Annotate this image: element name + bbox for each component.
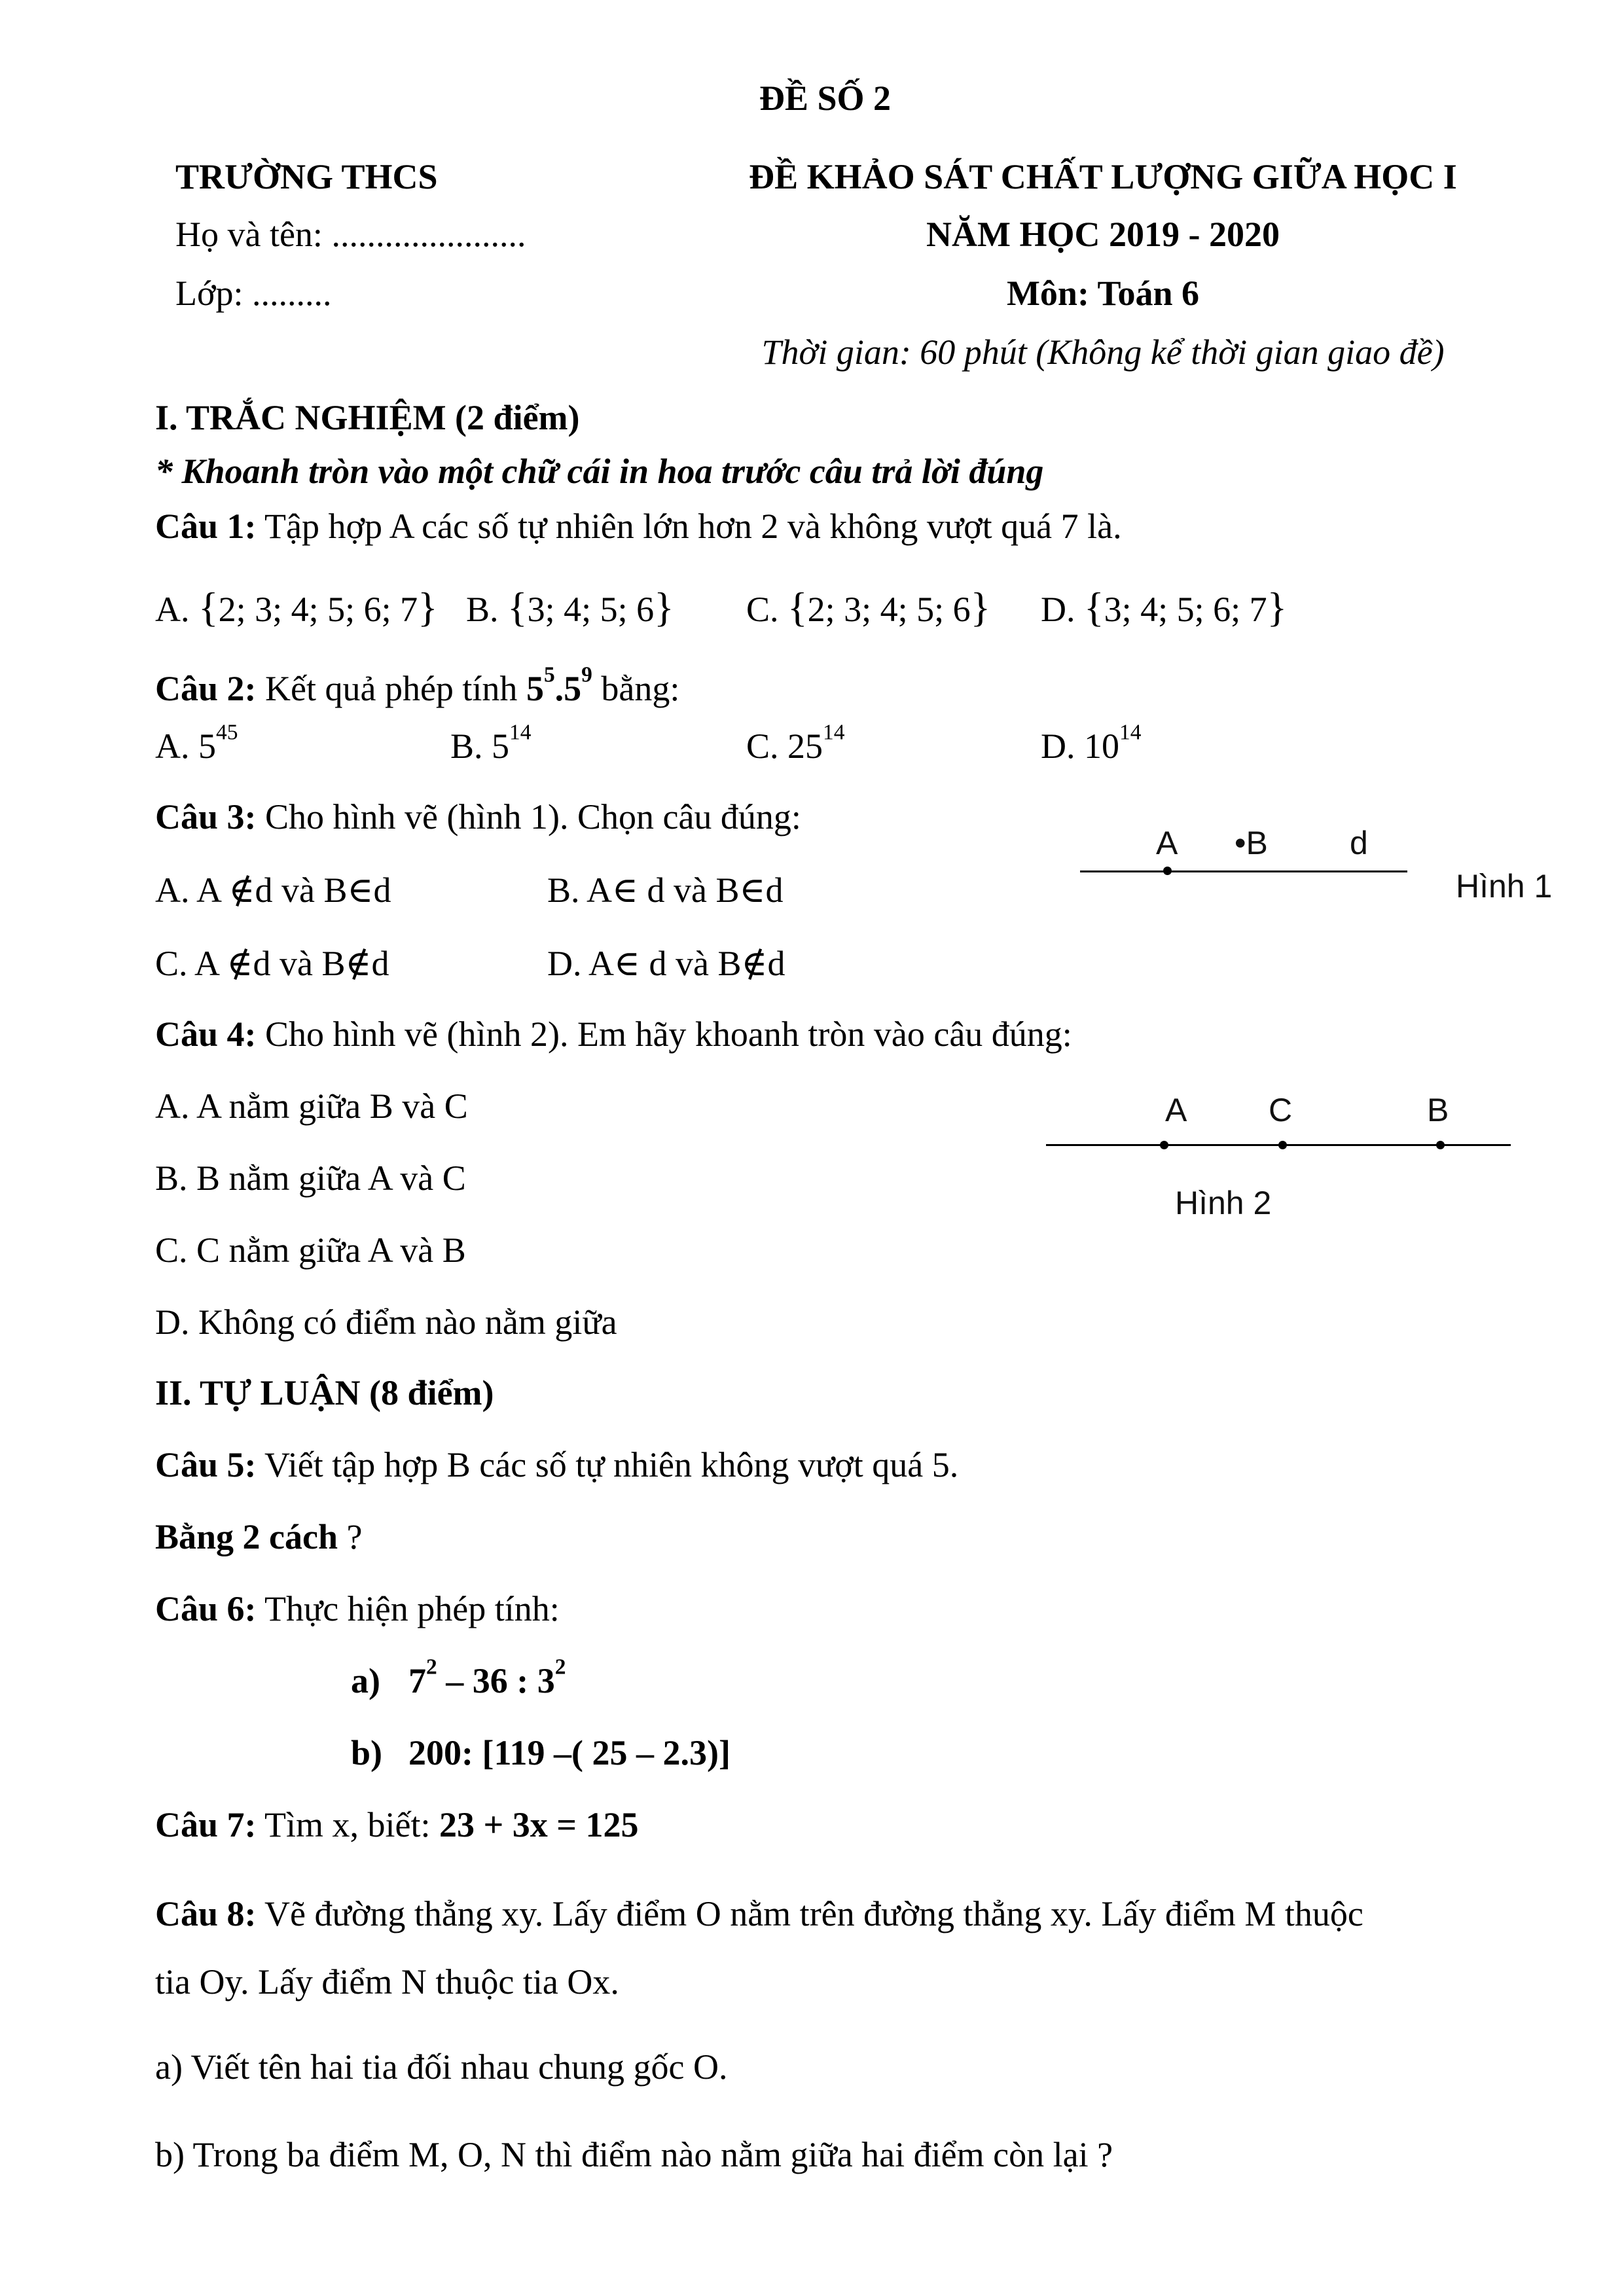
q1-option-c-set: 2; 3; 4; 5; 6 xyxy=(807,590,971,629)
figure2-label-b: B xyxy=(1427,1092,1449,1128)
q2-expression: $5^5.5^9$ xyxy=(526,662,592,708)
q6-part-b-label: b) xyxy=(351,1733,383,1772)
figure1-label-a: A xyxy=(1156,825,1178,861)
q3-option-d: D. A∈ d và B∉d xyxy=(547,944,785,983)
figure1-label-b: •B xyxy=(1235,825,1268,861)
q2-option-b: B. $5^{14}$ xyxy=(450,720,532,766)
question-2 xyxy=(155,662,680,710)
question-5-label: Câu 5: xyxy=(155,1445,257,1484)
q1-option-b: B. {3; 4; 5; 6} xyxy=(466,584,674,630)
figure2-point-a-dot xyxy=(1160,1141,1168,1149)
q1-option-d: D. {3; 4; 5; 6; 7} xyxy=(1041,584,1288,630)
section1-heading: I. TRẮC NGHIỆM (2 điểm) xyxy=(155,398,580,437)
question-8-part-a: a) Viết tên hai tia đối nhau chung gốc O. xyxy=(155,2047,728,2087)
question-2-text: Kết quả phép tính xyxy=(256,669,526,708)
subject: Môn: Toán 6 xyxy=(1006,274,1200,313)
figure1-point-a-dot xyxy=(1163,867,1172,875)
question-1-text: Tập hợp A các số tự nhiên lớn hơn 2 và không vượt quá 7 là. xyxy=(256,507,1122,546)
figure1-caption: Hình 1 xyxy=(1456,868,1553,905)
q1-option-b-set: 3; 4; 5; 6 xyxy=(527,590,655,629)
question-8-line2: tia Oy. Lấy điểm N thuộc tia Ox. xyxy=(155,1962,619,2001)
q1-option-d-letter: D. xyxy=(1041,590,1084,629)
question-4 xyxy=(155,1013,1072,1056)
q1-option-c: C. {2; 3; 4; 5; 6} xyxy=(746,584,991,630)
section2-heading: II. TỰ LUẬN (8 điểm) xyxy=(155,1373,494,1412)
question-7-label: Câu 7: xyxy=(155,1805,257,1844)
question-8 xyxy=(155,1893,1363,1935)
q2-option-c: C. $25^{14}$ xyxy=(746,720,845,766)
figure2-caption: Hình 2 xyxy=(1175,1185,1272,1221)
figure1-line xyxy=(1080,870,1407,872)
q2-option-d: D. $10^{14}$ xyxy=(1041,720,1142,766)
exam-time: Thời gian: 60 phút (Không kể thời gian giao đề) xyxy=(761,332,1445,372)
question-8-line1: Vẽ đường thẳng xy. Lấy điểm O nằm trên đường thẳng xy. Lấy điểm M thuộc xyxy=(256,1894,1363,1933)
q1-option-b-letter: B. xyxy=(466,590,508,629)
q1-option-d-set: 3; 4; 5; 6; 7 xyxy=(1104,590,1267,629)
document-title: ĐỀ SỐ 2 xyxy=(759,79,892,118)
question-3-text: Cho hình vẽ (hình 1). Chọn câu đúng: xyxy=(256,797,801,836)
school-year: NĂM HỌC 2019 - 2020 xyxy=(926,215,1280,254)
q3-option-a: A. A ∉d và B∈d xyxy=(155,870,391,910)
question-5-line2: Bằng 2 cách ? xyxy=(155,1517,363,1556)
figure2-label-c: C xyxy=(1269,1092,1293,1128)
q6-part-b-expression: 200: [119 –( 25 – 2.3)] xyxy=(408,1733,731,1772)
figure2-point-b-dot xyxy=(1436,1141,1445,1149)
q1-option-a: A. {2; 3; 4; 5; 6; 7} xyxy=(155,584,438,630)
question-1-label: Câu 1: xyxy=(155,507,257,546)
figure2-label-a: A xyxy=(1165,1092,1187,1128)
class-line: Lớp: ......... xyxy=(175,274,332,313)
question-8-label: Câu 8: xyxy=(155,1894,257,1933)
question-2-tail: bằng: xyxy=(592,669,680,708)
question-5-text: Viết tập hợp B các số tự nhiên không vượt quá 5. xyxy=(256,1445,959,1484)
question-4-text: Cho hình vẽ (hình 2). Em hãy khoanh tròn vào câu đúng: xyxy=(256,1014,1072,1054)
question-2-label: Câu 2: xyxy=(155,669,257,708)
school-name: TRƯỜNG THCS xyxy=(175,157,438,196)
q3-option-c: C. A ∉d và B∉d xyxy=(155,944,389,983)
figure2-point-c-dot xyxy=(1278,1141,1287,1149)
q2-option-a: A. $5^{45}$ xyxy=(155,720,238,766)
question-8-part-b: b) Trong ba điểm M, O, N thì điểm nào nằm giữa hai điểm còn lại ? xyxy=(155,2135,1113,2174)
q6-part-a-label: a) xyxy=(351,1661,380,1700)
q4-option-b: B. B nằm giữa A và C xyxy=(155,1158,466,1198)
question-5 xyxy=(155,1444,958,1486)
exam-title: ĐỀ KHẢO SÁT CHẤT LƯỢNG GIỮA HỌC I xyxy=(749,157,1457,196)
section1-instruction: * Khoanh tròn vào một chữ cái in hoa trước câu trả lời đúng xyxy=(155,452,1044,491)
figure1-label-d: d xyxy=(1350,825,1368,861)
q4-option-a: A. A nằm giữa B và C xyxy=(155,1086,468,1126)
question-3-label: Câu 3: xyxy=(155,797,257,836)
question-6-text: Thực hiện phép tính: xyxy=(256,1589,560,1628)
q6-part-a-expression: $7^2 - 36$ : $3^2$ xyxy=(408,1655,566,1700)
q1-option-a-set: 2; 3; 4; 5; 6; 7 xyxy=(218,590,418,629)
q4-option-d: D. Không có điểm nào nằm giữa xyxy=(155,1302,617,1342)
question-5-method: Bằng 2 cách xyxy=(155,1517,338,1556)
question-1 xyxy=(155,505,1122,548)
q4-option-c: C. C nằm giữa A và B xyxy=(155,1230,466,1270)
question-7-expression: 23 + 3x = 125 xyxy=(439,1805,639,1844)
q1-option-c-letter: C. xyxy=(746,590,788,629)
question-3 xyxy=(155,796,801,838)
q1-option-a-letter: A. xyxy=(155,590,198,629)
q3-option-b: B. A∈ d và B∈d xyxy=(547,870,784,910)
question-7 xyxy=(155,1804,639,1846)
question-6 xyxy=(155,1588,560,1630)
student-name-line: Họ và tên: ...................... xyxy=(175,215,526,254)
question-7-text: Tìm x, biết: xyxy=(256,1805,440,1844)
question-4-label: Câu 4: xyxy=(155,1014,257,1054)
question-6-label: Câu 6: xyxy=(155,1589,257,1628)
